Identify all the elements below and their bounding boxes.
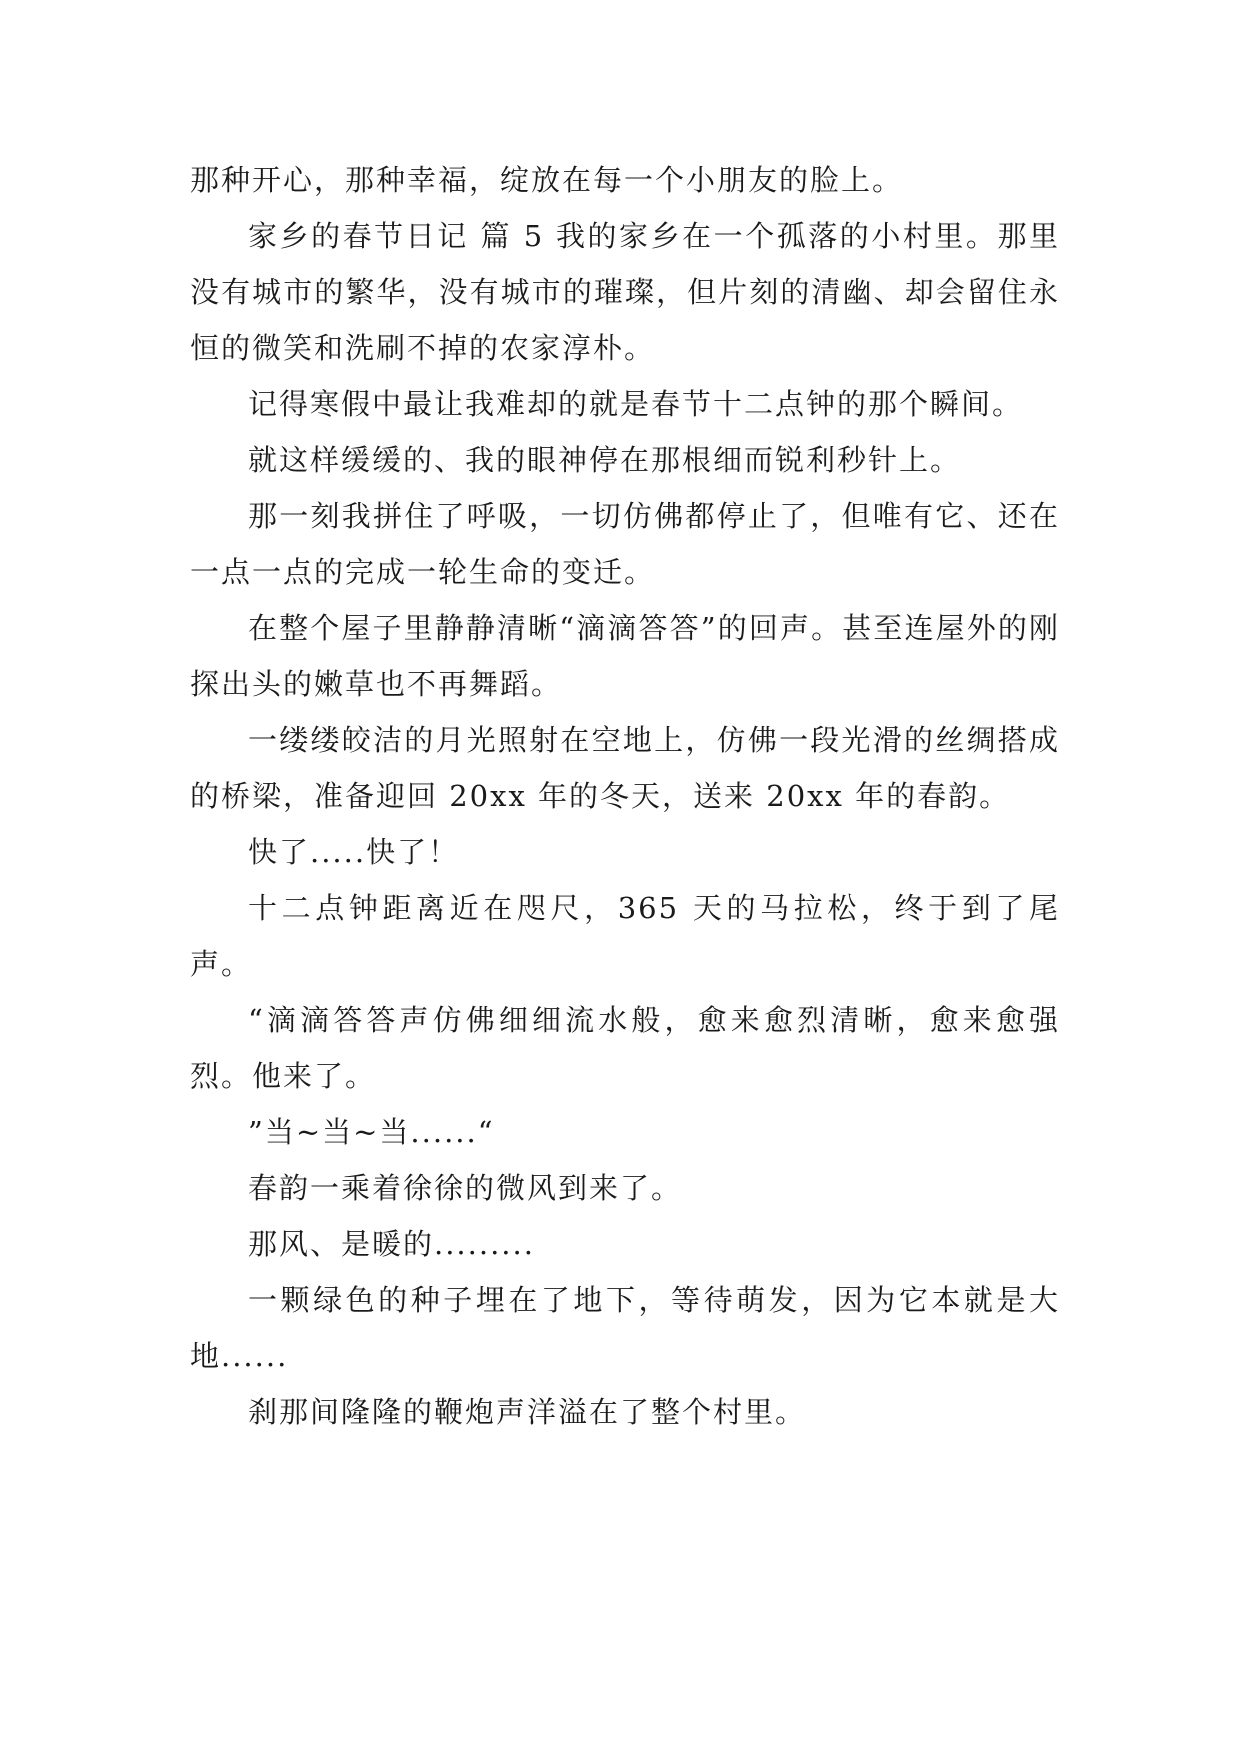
paragraph-1: 那种开心，那种幸福，绽放在每一个小朋友的脸上。 bbox=[190, 163, 904, 197]
paragraph-9: 十二点钟距离近在咫尺，365 天的马拉松，终于到了尾声。 bbox=[190, 891, 1060, 981]
paragraph-13: 那风、是暖的......... bbox=[248, 1227, 535, 1261]
paragraph-5: 那一刻我拼住了呼吸，一切仿佛都停止了，但唯有它、还在一点一点的完成一轮生命的变迁。 bbox=[190, 499, 1060, 589]
paragraph-12: 春韵一乘着徐徐的微风到来了。 bbox=[248, 1171, 683, 1205]
paragraph-15: 刹那间隆隆的鞭炮声洋溢在了整个村里。 bbox=[248, 1395, 807, 1429]
article-body bbox=[190, 152, 1060, 1440]
paragraph-4: 就这样缓缓的、我的眼神停在那根细而锐利秒针上。 bbox=[248, 443, 962, 477]
paragraph-14: 一颗绿色的种子埋在了地下，等待萌发，因为它本就是大地...... bbox=[190, 1283, 1060, 1373]
paragraph-6: 在整个屋子里静静清晰“滴滴答答”的回声。甚至连屋外的刚探出头的嫩草也不再舞蹈。 bbox=[190, 611, 1060, 701]
paragraph-7: 一缕缕皎洁的月光照射在空地上，仿佛一段光滑的丝绸搭成的桥梁，准备迎回 20xx 年的冬天，送来 20xx 年的春韵。 bbox=[190, 723, 1060, 813]
paragraph-3: 记得寒假中最让我难却的就是春节十二点钟的那个瞬间。 bbox=[248, 387, 1024, 421]
paragraph-8: 快了.....快了！ bbox=[248, 835, 460, 869]
paragraph-10: “滴滴答答声仿佛细细流水般，愈来愈烈清晰，愈来愈强烈。他来了。 bbox=[190, 1003, 1060, 1093]
paragraph-2: 家乡的春节日记 篇 5 我的家乡在一个孤落的小村里。那里没有城市的繁华，没有城市的璀璨，但片刻的清幽、却会留住永恒的微笑和洗刷不掉的农家淳朴。 bbox=[190, 219, 1060, 365]
paragraph-11: ”当~当~当......“ bbox=[248, 1115, 495, 1149]
